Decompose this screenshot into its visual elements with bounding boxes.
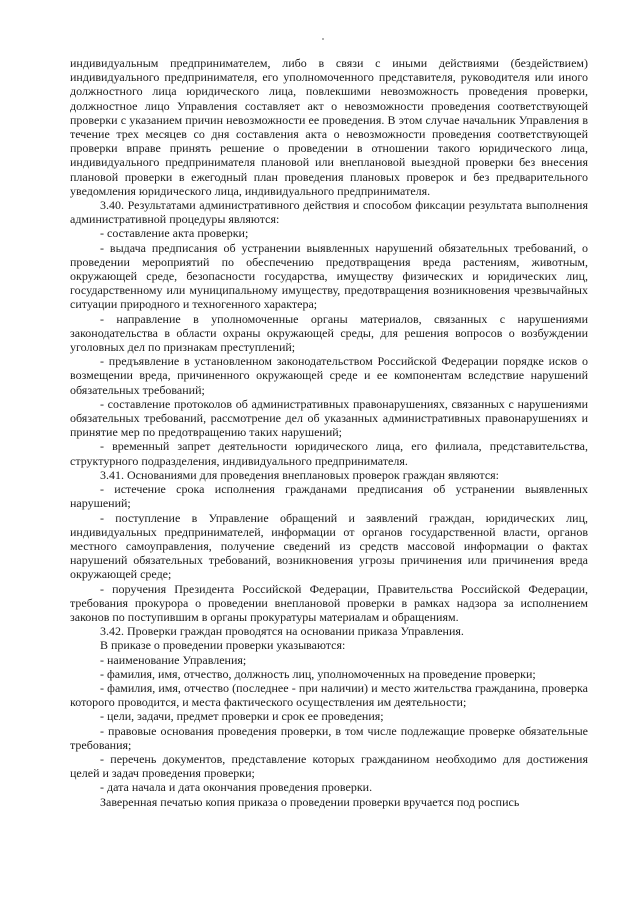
list-item: - выдача предписания об устранении выявленных нарушений обязательных требований, о проведении мероприятий по обеспечению предотвращения вреда растениям, животным, окружающей среде, безопасности государства, имуществу физических и юридических лиц, государственному или муниципальному имуществу, предотвращения возникновения чрезвычайных ситуации природного и техногенного характера; <box>70 240 588 312</box>
list-item: - составление акта проверки; <box>100 226 249 241</box>
paragraph: 3.42. Проверки граждан проводятся на основании приказа Управления. <box>100 624 464 639</box>
list-item: - наименование Управления; <box>100 652 247 667</box>
paragraph: Заверенная печатью копия приказа о проведении проверки вручается под роспись <box>100 794 520 809</box>
list-item: - цели, задачи, предмет проверки и срок ее проведения; <box>100 709 384 724</box>
list-item: - фамилия, имя, отчество, должность лиц, уполномоченных на проведение проверки; <box>100 666 536 681</box>
list-item: - поручения Президента Российской Федерации, Правительства Российской Федерации, требования прокурора о проведении внеплановой проверки в рамках надзора за исполнением законов по поступившим в органы прокуратуры материалам и обращениям. <box>70 581 588 624</box>
list-item: - перечень документов, представление которых гражданином необходимо для достижения целей и задач проведения проверки; <box>70 751 588 781</box>
list-item: - составление протоколов об административных правонарушениях, связанных с нарушениями обязательных требований, рассмотрение дел об указанных административных правонарушениях и принятие мер по предотвращению таких нарушений; <box>70 396 588 440</box>
list-item: - временный запрет деятельности юридического лица, его филиала, представительства, структурного подразделения, индивидуального предпринимателя. <box>70 439 588 468</box>
scan-speck <box>322 38 324 40</box>
list-item: - истечение срока исполнения гражданами предписания об устранении выявленных нарушений; <box>70 482 588 511</box>
list-item: - фамилия, имя, отчество (последнее - при наличии) и место жительства гражданина, проверка которого проводится, и места фактического осуществления им деятельности; <box>70 680 588 710</box>
list-item: - дата начала и дата окончания проведения проверки. <box>100 780 373 795</box>
paragraph: индивидуальным предпринимателем, либо в связи с иными действиями (бездействием) индивидуального предпринимателя, его уполномоченного представителя, руководителя или иного должностного лица юридического лица, повлекшими невозможность проведения проверки, должностное лицо Управления составляет акт о невозможности проведения соответствующей проверки с указанием причин невозможности ее проведения. В этом случае начальник Управления в течение трех месяцев со дня составления акта о невозможности проведения соответствующей проверки вправе принять решение о проведении в отношении такого юридического лица, индивидуального предпринимателя плановой или внеплановой выездной проверки без внесения плановой проверки в ежегодный план проведения плановых проверок и без предварительного уведомления юридического лица, индивидуального предпринимателя. <box>70 56 588 198</box>
list-item: - предъявление в установленном законодательством Российской Федерации порядке исков о возмещении вреда, причиненного окружающей среде и ее компонентам вследствие нарушений обязательных требований; <box>70 354 588 397</box>
paragraph: 3.40. Результатами административного действия и способом фиксации результата выполнения административной процедуры являются: <box>70 198 588 227</box>
paragraph: 3.41. Основаниями для проведения внеплановых проверок граждан являются: <box>100 467 499 482</box>
list-item: - направление в уполномоченные органы материалов, связанных с нарушениями законодательства в области охраны окружающей среды, для решения вопросов о возбуждении уголовных дел по признакам преступлений; <box>70 311 588 355</box>
paragraph: В приказе о проведении проверки указываются: <box>100 638 346 653</box>
document-body <box>70 56 588 809</box>
list-item: - поступление в Управление обращений и заявлений граждан, юридических лиц, индивидуальных предпринимателей, информации от органов государственной власти, органов местного самоуправления, получение сведений из средств массовой информации о фактах нарушений обязательных требований, возникновения угрозы причинения или причинения вреда окружающей среде; <box>70 510 588 582</box>
list-item: - правовые основания проведения проверки, в том числе подлежащие проверке обязательные требования; <box>70 723 588 752</box>
